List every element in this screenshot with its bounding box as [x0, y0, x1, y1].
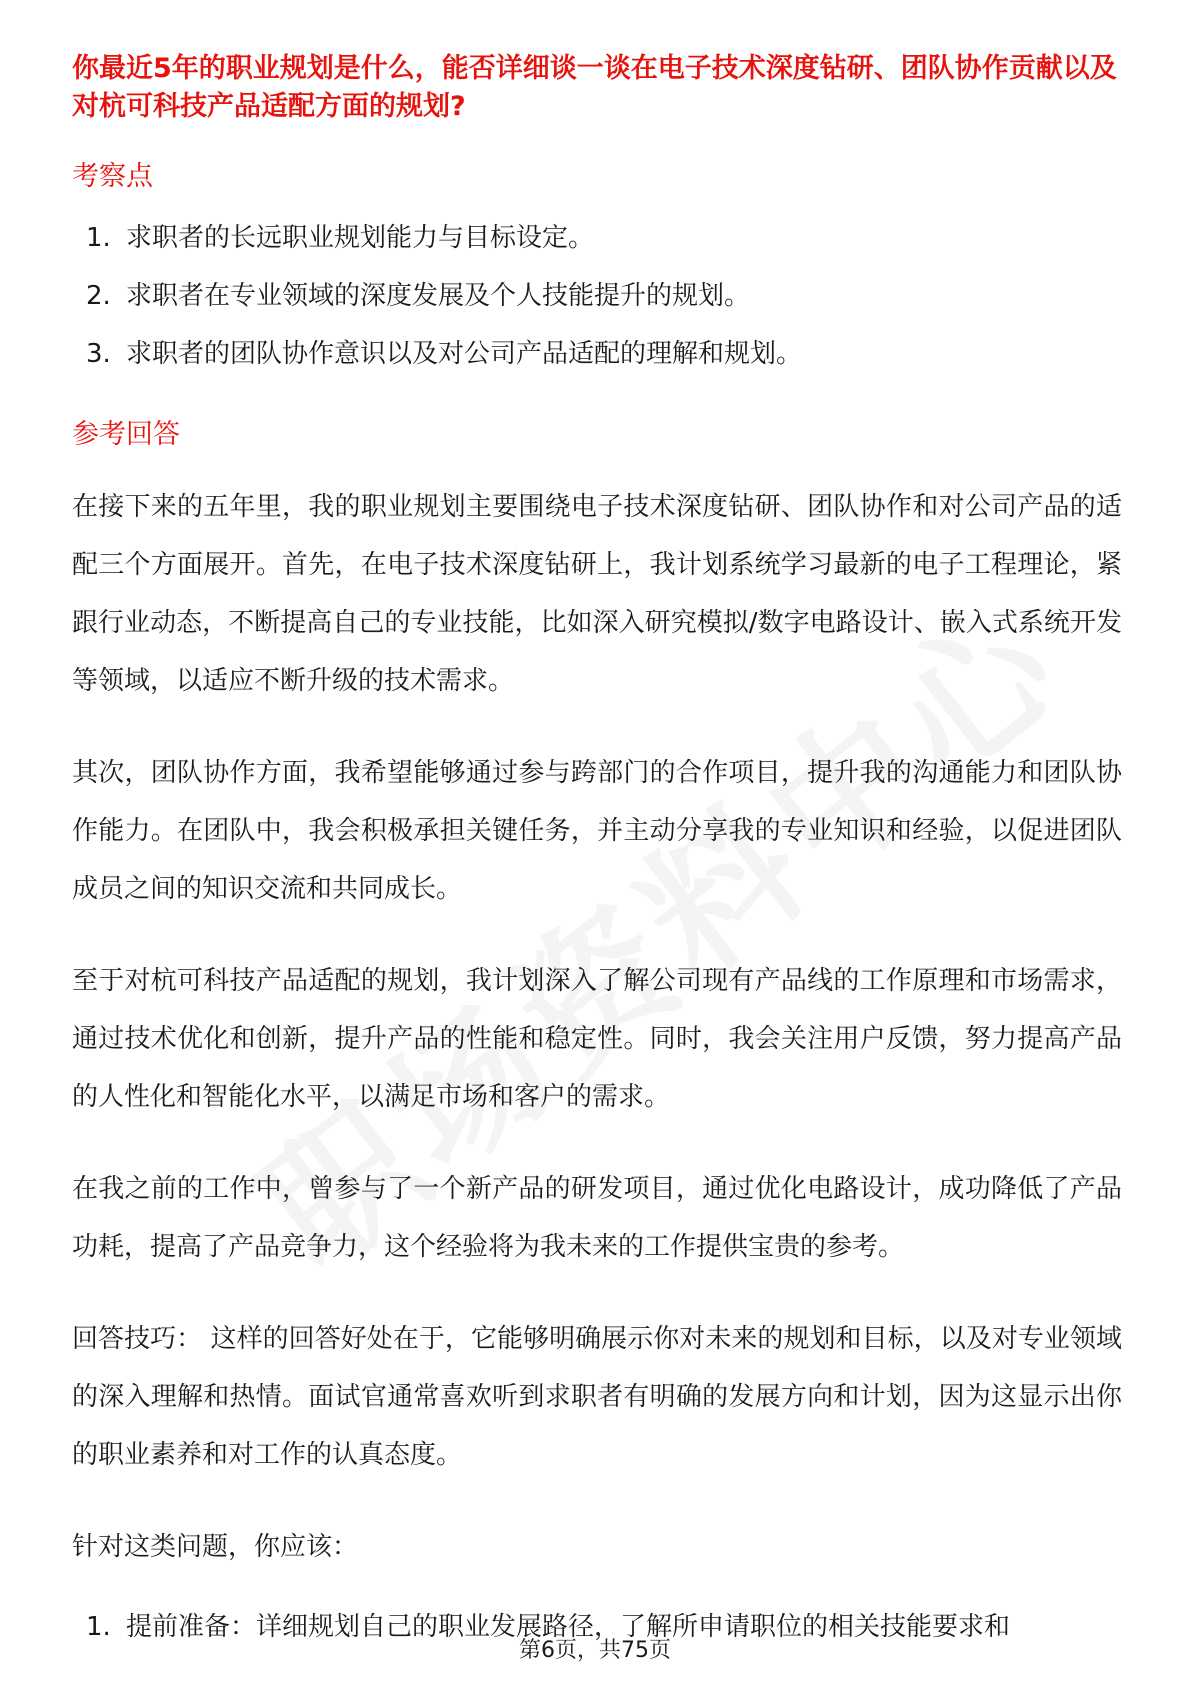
list-item-text: 求职者的团队协作意识以及对公司产品适配的理解和规划。 — [126, 339, 803, 369]
list-item-text: 提前准备：详细规划自己的职业发展路径，了解所申请职位的相关技能要求和 — [126, 1612, 1011, 1642]
answer-paragraph: 其次，团队协作方面，我希望能够通过参与跨部门的合作项目，提升我的沟通能力和团队协作能力。在团队中，我会积极承担关键任务，并主动分享我的专业知识和经验，以促进团队成员之间的知识交流和共同成长。 — [72, 758, 1122, 904]
list-number: 1. — [86, 1612, 111, 1642]
list-item — [72, 278, 1122, 314]
answer-paragraph: 在接下来的五年里，我的职业规划主要围绕电子技术深度钻研、团队协作和对公司产品的适配三个方面展开。首先，在电子技术深度钻研上，我计划系统学习最新的电子工程理论，紧跟行业动态，不断提高自己的专业技能，比如深入研究模拟/数字电路设计、嵌入式系统开发等领域，以适应不断升级的技术需求。 — [72, 492, 1122, 696]
list-item-text: 求职者在专业领域的深度发展及个人技能提升的规划。 — [126, 281, 751, 311]
advice-intro: 针对这类问题，你应该： — [72, 1532, 359, 1562]
list-number: 3. — [86, 339, 111, 369]
points-list — [72, 220, 1122, 372]
list-number: 2. — [86, 281, 111, 311]
page-content — [72, 50, 1122, 1646]
question-heading: 你最近5年的职业规划是什么，能否详细谈一谈在电子技术深度钻研、团队协作贡献以及对杭可科技产品适配方面的规划? — [72, 53, 1117, 122]
answer-tips-paragraph: 回答技巧： 这样的回答好处在于，它能够明确展示你对未来的规划和目标，以及对专业领域的深入理解和热情。面试官通常喜欢听到求职者有明确的发展方向和计划，因为这显示出你的职业素养和对工作的认真态度。 — [72, 1324, 1122, 1470]
page-footer: 第6页，共75页 — [519, 1638, 671, 1663]
list-number: 1. — [86, 223, 111, 253]
answer-paragraph: 在我之前的工作中，曾参与了一个新产品的研发项目，通过优化电路设计，成功降低了产品功耗，提高了产品竞争力，这个经验将为我未来的工作提供宝贵的参考。 — [72, 1174, 1122, 1262]
list-item-text: 求职者的长远职业规划能力与目标设定。 — [126, 223, 595, 253]
answer-paragraph: 至于对杭可科技产品适配的规划，我计划深入了解公司现有产品线的工作原理和市场需求，通过技术优化和创新，提升产品的性能和稳定性。同时，我会关注用户反馈，努力提高产品的人性化和智能化水平，以满足市场和客户的需求。 — [72, 966, 1122, 1112]
list-item — [72, 336, 1122, 372]
section-title-points: 考察点 — [72, 161, 153, 192]
section-title-answer: 参考回答 — [72, 419, 180, 450]
list-item — [72, 220, 1122, 256]
